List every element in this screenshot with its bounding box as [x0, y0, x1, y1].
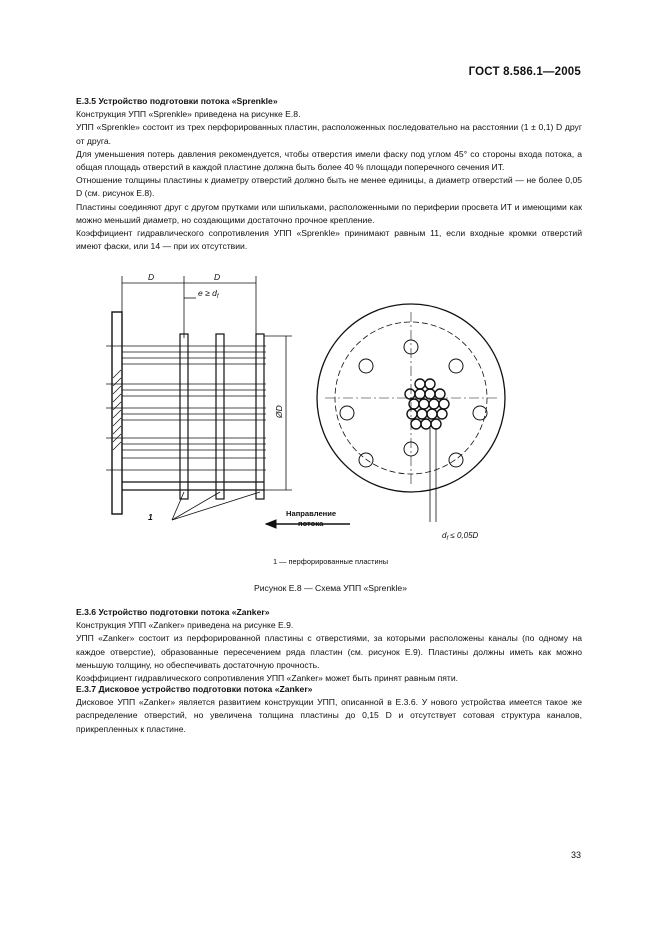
figure-e8-diagram — [96, 268, 536, 552]
flow-direction-label-2: потока — [298, 519, 324, 528]
paragraph: Для уменьшения потерь давления рекомендуется, чтобы отверстия имели фаску под углом 45° со стороны входа потока, а общая площадь отверстий в каждой пластине должна быть более 40 % площади поперечного сечения ИТ. — [76, 148, 582, 173]
paragraph: Коэффициент гидравлического сопротивления УПП «Sprenkle» принимают равным 11, если входные кромки отверстий имеют фаски, или 14 — при их отсутствии. — [76, 228, 582, 252]
section-e36 — [76, 606, 582, 685]
dim-diameter: ØD — [274, 405, 284, 418]
document-id: ГОСТ 8.586.1—2005 — [468, 66, 581, 78]
page-number: 33 — [570, 850, 581, 860]
paragraph: Пластины соединяют друг с другом прутками или шпильками, расположенными по периферии просвета ИТ и имеющими как можно меньший диаметр, но создающими достаточно прочное крепление. — [76, 201, 582, 225]
section-title: Е.3.6 Устройство подготовки потока «Zanker» — [76, 607, 270, 617]
paragraph: Отношение толщины пластины к диаметру отверстий должно быть не менее единицы, а диаметр отверстий — не более 0,05 D (см. рисунок Е.8). — [76, 175, 582, 199]
dim-e: $e \ge d_f$ — [198, 288, 219, 300]
paragraph: Коэффициент гидравлического сопротивления УПП «Zanker» может быть принят равным пяти. — [76, 673, 459, 684]
paragraph: УПП «Sprenkle» состоит из трех перфорированных пластин, расположенных последовательно на расстоянии (1 ± 0,1) D друг от друга. — [76, 122, 582, 146]
section-e35 — [76, 95, 582, 253]
paragraph: Конструкция УПП «Zanker» приведена на рисунке Е.9. — [76, 620, 294, 631]
paragraph: Конструкция УПП «Sprenkle» приведена на рисунке Е.8. — [76, 109, 301, 120]
dim-d-left: D — [148, 272, 155, 282]
paragraph: Дисковое УПП «Zanker» является развитием конструкции УПП, описанной в Е.3.6. У нового устройства имеется такое же распределение отверстий, но увеличена толщина пластины до 0,15 D и отсутствует сотовая структура каналов, прикрепленных к пластине. — [76, 697, 582, 734]
paragraph: УПП «Zanker» состоит из перфорированной пластины с отверстиями, за которыми расположены каналы (по одному на каждое отверстие), образованные пересечением ряда пластин (см. рисунок Е.9). Пластины должны иметь как можно меньшую толщину, но обеспечивать достаточную прочность. — [76, 633, 582, 670]
section-title: Е.3.5 Устройство подготовки потока «Sprenkle» — [76, 96, 278, 106]
figure-caption: Рисунок Е.8 — Схема УПП «Sprenkle» — [253, 583, 407, 593]
section-title: Е.3.7 Дисковое устройство подготовки потока «Zanker» — [76, 684, 313, 694]
item-number: 1 — [148, 512, 153, 522]
section-e37 — [76, 683, 582, 736]
figure-legend: 1 — перфорированные пластины — [272, 557, 389, 566]
dim-d-right: D — [214, 272, 221, 282]
flow-direction-label-1: Направление — [286, 509, 337, 518]
dim-df: $d_f \le 0,05D$ — [442, 531, 479, 542]
